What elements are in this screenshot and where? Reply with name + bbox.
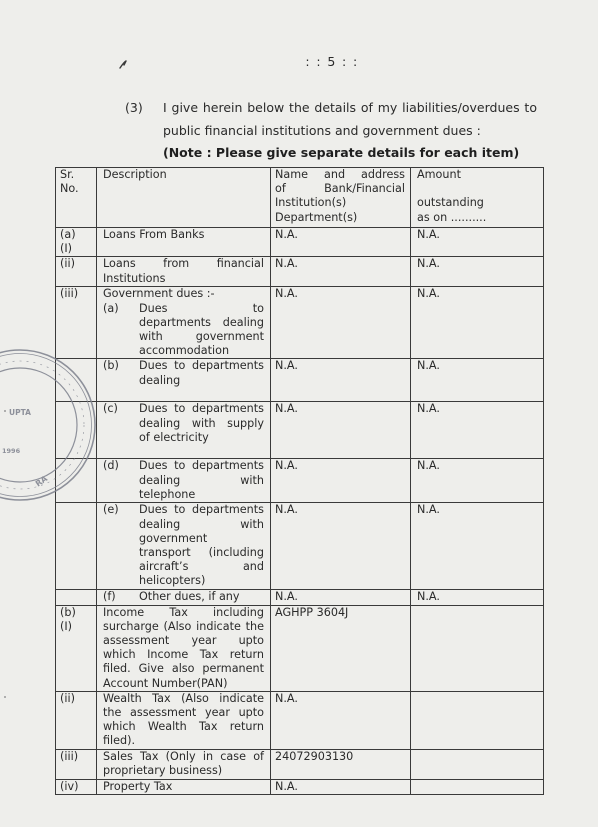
description-line: Dues to departments — [139, 503, 264, 517]
table-row — [56, 605, 544, 691]
amount-cell — [411, 402, 544, 459]
description-line: Sales Tax (Only in case of — [103, 749, 264, 763]
institution-value: N.A. — [275, 503, 298, 517]
description-line: the assessment year upto — [103, 706, 264, 720]
amount-cell — [411, 359, 544, 402]
sr-label: (iii) — [60, 287, 79, 301]
amount-cell — [411, 590, 544, 605]
table-header-row — [56, 168, 544, 228]
header-name-line: of Bank/Financial — [275, 182, 405, 196]
pen-tick-mark — [114, 56, 132, 76]
institution-cell — [271, 257, 411, 287]
amount-value: N.A. — [417, 459, 440, 473]
institution-cell — [271, 691, 411, 749]
description-line: with government — [139, 330, 264, 344]
header-amount — [411, 168, 544, 228]
scan-speck — [4, 410, 6, 412]
institution-cell — [271, 605, 411, 691]
description-line: Dues to — [139, 301, 264, 315]
description-line: which Income Tax return — [103, 648, 264, 662]
institution-cell — [271, 749, 411, 779]
sub-item-label: (a) — [103, 301, 119, 315]
header-amount-label: Amount — [417, 168, 461, 181]
description-line: of electricity — [139, 430, 209, 444]
description-cell — [97, 691, 271, 749]
description-cell — [97, 402, 271, 459]
description-line: which Wealth Tax return — [103, 720, 264, 734]
table-row — [56, 228, 544, 257]
institution-cell — [271, 779, 411, 794]
institution-value: N.A. — [275, 287, 298, 301]
description-cell — [97, 228, 271, 257]
description-line: Institutions — [103, 271, 166, 285]
institution-cell — [271, 359, 411, 402]
amount-cell — [411, 228, 544, 257]
table-row — [56, 287, 544, 359]
description-line: surcharge (Also indicate the — [103, 619, 264, 633]
institution-cell — [271, 287, 411, 359]
description-cell — [97, 287, 271, 359]
header-sr-line: Sr. — [60, 168, 75, 181]
institution-value: N.A. — [275, 779, 298, 793]
sr-cell — [56, 503, 97, 590]
institution-cell — [271, 459, 411, 503]
description-line: Loans From Banks — [103, 228, 205, 241]
table-row — [56, 257, 544, 287]
description-line: Dues to departments — [139, 402, 264, 416]
description-cell — [97, 359, 271, 402]
description-line: dealing with — [139, 517, 264, 531]
sr-label: (ii) — [60, 691, 75, 705]
sub-item-label: (f) — [103, 590, 116, 604]
institution-cell — [271, 590, 411, 605]
sub-item-label: (d) — [103, 459, 119, 473]
description-line: dealing with — [139, 473, 264, 487]
description-line: departments dealing — [139, 315, 264, 329]
liabilities-table — [55, 167, 544, 795]
description-line: filed. Give also permanent — [103, 662, 264, 676]
sr-label: (I) — [60, 242, 73, 256]
seal-text: UPTA — [9, 408, 31, 417]
amount-value: N.A. — [417, 402, 440, 416]
pan-value: AGHPP 3604J — [275, 605, 349, 619]
sr-cell — [56, 605, 97, 691]
header-description-text: Description — [103, 168, 167, 181]
table-row — [56, 749, 544, 779]
header-name-line: Institution(s) — [275, 196, 347, 210]
amount-cell — [411, 503, 544, 590]
amount-value: N.A. — [417, 359, 440, 373]
description-line: Account Number(PAN) — [103, 676, 228, 690]
description-line: helicopters) — [139, 574, 206, 588]
table-row — [56, 779, 544, 794]
item-number: (3) — [125, 100, 143, 115]
description-cell — [97, 459, 271, 503]
institution-value: N.A. — [275, 691, 298, 705]
description-line: assessment year upto — [103, 634, 264, 648]
description-line: telephone — [139, 487, 196, 501]
sr-cell — [56, 779, 97, 794]
description-line: Income Tax including — [103, 605, 264, 619]
scan-speck — [4, 696, 6, 698]
page-number: : : 5 : : — [305, 54, 359, 69]
description-cell — [97, 590, 271, 605]
table-row — [56, 402, 544, 459]
amount-cell — [411, 691, 544, 749]
institution-value: N.A. — [275, 590, 298, 604]
sr-cell — [56, 749, 97, 779]
sub-item-label: (b) — [103, 359, 119, 373]
table-row — [56, 590, 544, 605]
amount-cell — [411, 257, 544, 287]
amount-value: N.A. — [417, 228, 440, 241]
official-seal — [0, 345, 100, 507]
sr-cell — [56, 228, 97, 257]
sr-cell — [56, 590, 97, 605]
sub-item-label: (e) — [103, 503, 119, 517]
amount-value: N.A. — [417, 590, 440, 604]
institution-cell — [271, 503, 411, 590]
amount-cell — [411, 287, 544, 359]
description-line: dealing with supply — [139, 416, 264, 430]
description-line: filed). — [103, 734, 136, 748]
description-line: Wealth Tax (Also indicate — [103, 691, 264, 705]
sr-label: (a) — [60, 228, 76, 241]
description-line: dealing — [139, 373, 181, 387]
header-amount-line: outstanding — [417, 196, 484, 210]
amount-value: N.A. — [417, 503, 440, 517]
intro-line: I give herein below the details of my liabilities/overdues to — [163, 100, 537, 115]
header-amount-line: as on .......... — [417, 210, 487, 224]
sr-label: (b) — [60, 605, 76, 619]
header-name-line: Department(s) — [275, 210, 358, 224]
description-line: transport (including — [139, 546, 264, 560]
table-row — [56, 503, 544, 590]
amount-cell — [411, 605, 544, 691]
institution-cell — [271, 402, 411, 459]
amount-value: N.A. — [417, 287, 440, 301]
sr-label: (ii) — [60, 257, 75, 271]
amount-cell — [411, 749, 544, 779]
description-cell — [97, 605, 271, 691]
intro-line: public financial institutions and government dues : — [163, 123, 481, 138]
description-cell — [97, 503, 271, 590]
seal-text: 1996 — [2, 447, 21, 455]
header-name-line: Name and address — [275, 168, 405, 181]
amount-cell — [411, 779, 544, 794]
description-line: Other dues, if any — [139, 590, 240, 604]
description-line: proprietary business) — [103, 764, 223, 778]
sr-label: (iv) — [60, 779, 79, 793]
institution-value: N.A. — [275, 257, 298, 271]
description-line: Dues to departments — [139, 459, 264, 473]
institution-value: N.A. — [275, 459, 298, 473]
description-line: government — [139, 531, 208, 545]
institution-value: N.A. — [275, 228, 298, 241]
institution-value: N.A. — [275, 402, 298, 416]
header-description — [97, 168, 271, 228]
header-sr — [56, 168, 97, 228]
note-text: (Note : Please give separate details for each item) — [163, 145, 520, 160]
description-line: aircraft’s and — [139, 560, 264, 574]
sub-item-label: (c) — [103, 402, 118, 416]
description-cell — [97, 779, 271, 794]
description-line: Dues to departments — [139, 359, 264, 373]
institution-cell — [271, 228, 411, 257]
description-cell — [97, 257, 271, 287]
seal-text: RA — [33, 474, 50, 489]
sr-label: (I) — [60, 619, 73, 633]
header-name — [271, 168, 411, 228]
description-line: accommodation — [139, 344, 230, 358]
amount-value: N.A. — [417, 257, 440, 271]
table-row — [56, 359, 544, 402]
sr-cell — [56, 691, 97, 749]
amount-cell — [411, 459, 544, 503]
sales-tax-number: 24072903130 — [275, 749, 354, 763]
description-line: Property Tax — [103, 779, 173, 793]
description-line: Loans from financial — [103, 257, 264, 271]
description-heading: Government dues :- — [103, 287, 215, 301]
header-sr-line: No. — [60, 182, 79, 196]
sr-label: (iii) — [60, 749, 79, 763]
table-row — [56, 691, 544, 749]
institution-value: N.A. — [275, 359, 298, 373]
sr-cell — [56, 257, 97, 287]
table-row — [56, 459, 544, 503]
description-cell — [97, 749, 271, 779]
